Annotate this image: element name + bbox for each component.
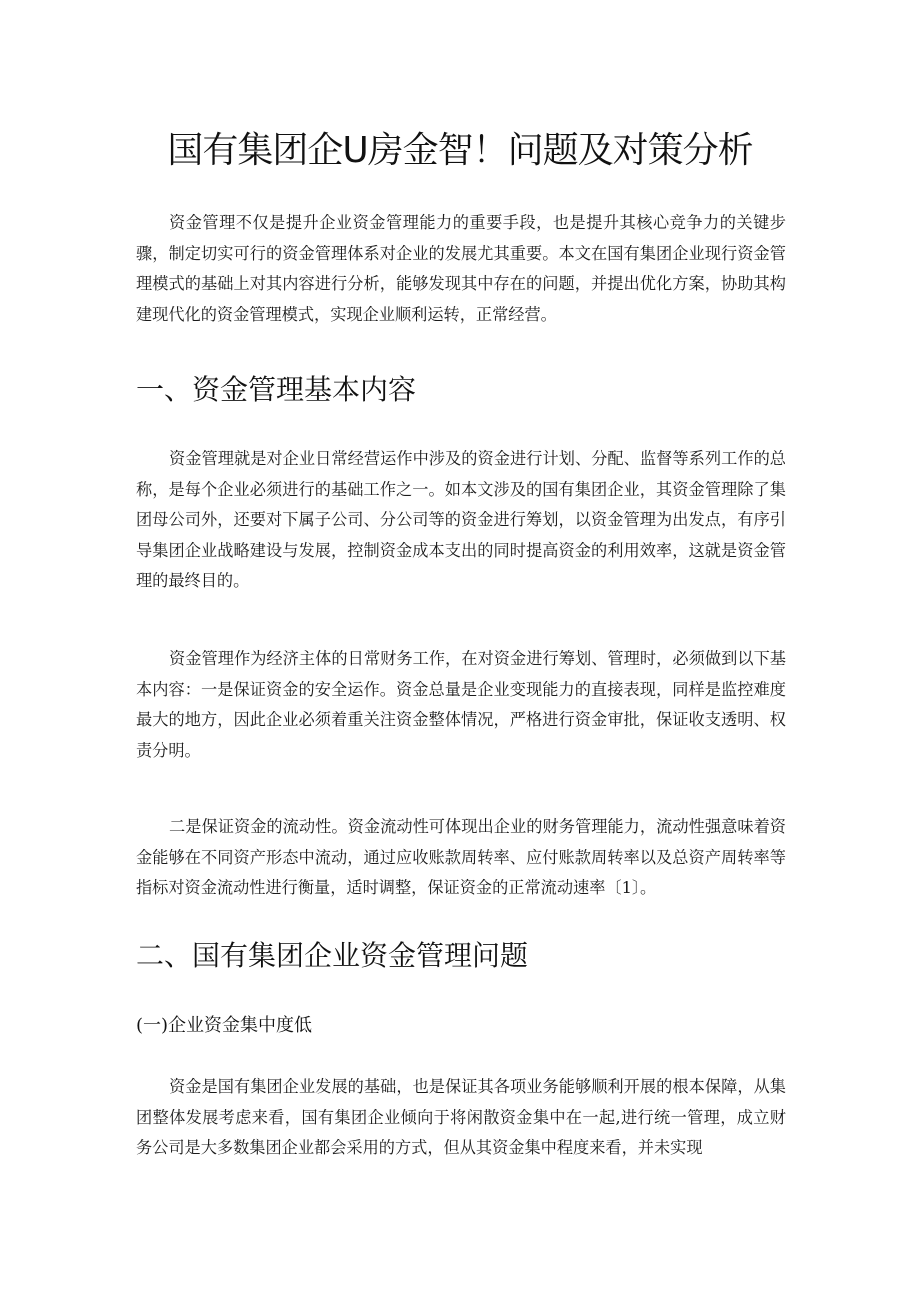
section-1-paragraph-1: 资金管理就是对企业日常经营运作中涉及的资金进行计划、分配、监督等系列工作的总称，是每个企业必须进行的基础工作之一。如本文涉及的国有集团企业，其资金管理除了集团母公司外，还要对下属子公司、分公司等的资金进行筹划，以资金管理为出发点，有序引导集团企业战略建设与发展，控制资金成本支出的同时提高资金的利用效率，这就是资金管理的最终目的。 (136, 449, 786, 590)
section-1-heading: 一、资金管理基本内容 (136, 373, 417, 406)
document-title: 国有集团企U房金智！问题及对策分析 (167, 130, 753, 171)
subsection-2-1-heading: (一)企业资金集中度低 (136, 1015, 313, 1036)
intro-paragraph: 资金管理不仅是提升企业资金管理能力的重要手段，也是提升其核心竞争力的关键步骤，制定切实可行的资金管理体系对企业的发展尤其重要。本文在国有集团企业现行资金管理模式的基础上对其内容进行分析，能够发现其中存在的问题，并提出优化方案，协助其构建现代化的资金管理模式，实现企业顺利运转，正常经营。 (136, 213, 786, 324)
section-1-paragraph-3: 二是保证资金的流动性。资金流动性可体现出企业的财务管理能力，流动性强意味着资金能够在不同资产形态中流动，通过应收账款周转率、应付账款周转率以及总资产周转率等指标对资金流动性进行衡量，适时调整，保证资金的正常流动速率〔1〕。 (136, 817, 786, 897)
section-1-paragraph-2: 资金管理作为经济主体的日常财务工作，在对资金进行筹划、管理时，必须做到以下基本内容：一是保证资金的安全运作。资金总量是企业变现能力的直接表现，同样是监控难度最大的地方，因此企业必须着重关注资金整体情况，严格进行资金审批，保证收支透明、权责分明。 (136, 649, 786, 760)
section-2-heading: 二、国有集团企业资金管理问题 (136, 939, 529, 972)
subsection-2-1-paragraph: 资金是国有集团企业发展的基础，也是保证其各项业务能够顺利开展的根本保障，从集团整体发展考虑来看，国有集团企业倾向于将闲散资金集中在一起,进行统一管理，成立财务公司是大多数集团企业都会采用的方式，但从其资金集中程度来看，并未实现 (136, 1077, 786, 1157)
